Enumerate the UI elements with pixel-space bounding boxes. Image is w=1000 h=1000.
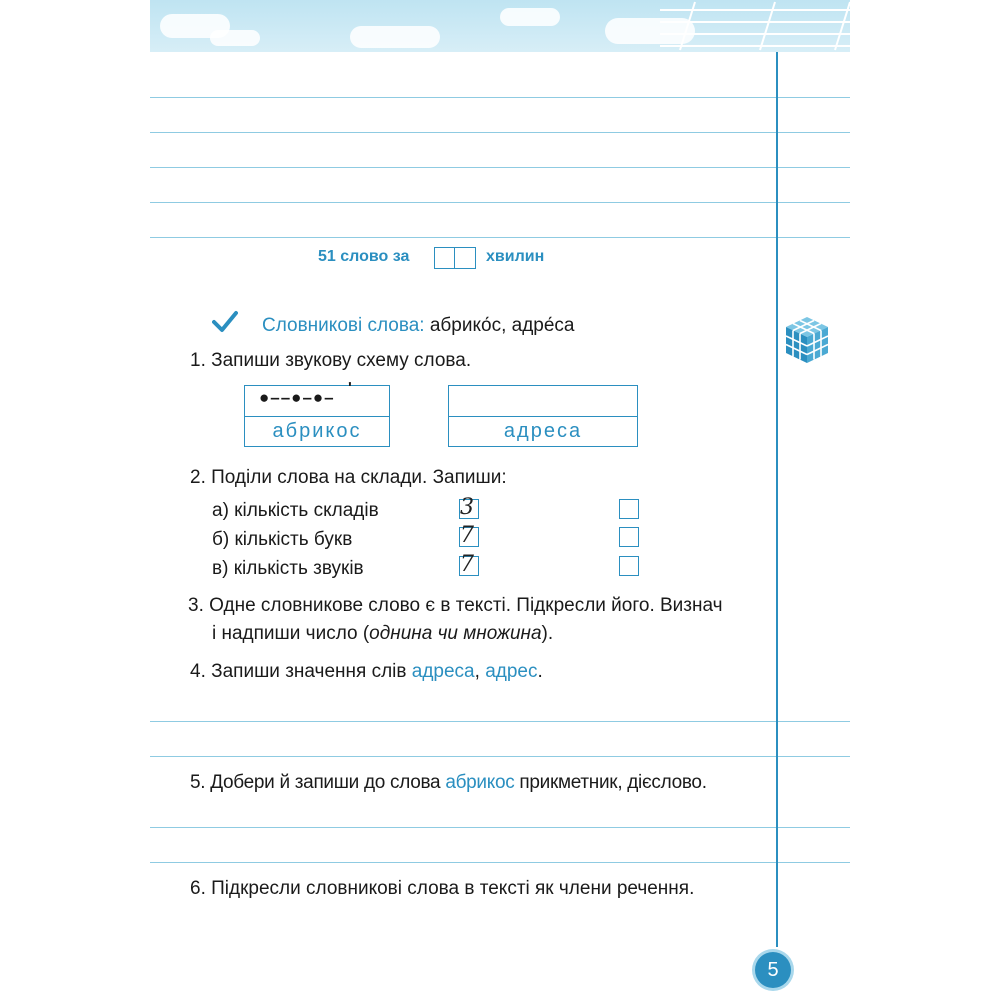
exercise-5-word: абрикос [445, 772, 515, 793]
task-title-suffix: хвилин [486, 248, 545, 265]
schema-word-adresa: адреса [503, 420, 583, 442]
writing-line [150, 132, 850, 133]
stress-mark-icon: ʹ [348, 380, 352, 397]
sound-schema-empty[interactable] [449, 386, 637, 417]
task-title [318, 248, 545, 266]
handwritten-answer: 3 [460, 495, 474, 520]
header-band [150, 0, 850, 52]
cloud-decoration [210, 30, 260, 46]
sound-schema-filled [245, 380, 389, 417]
exercise-4-start: 4. Запиши значення слів [190, 661, 412, 682]
exercise-5-end: прикметник, дієслово. [514, 772, 707, 793]
exercise-6-text: 6. Підкресли словникові слова в тексті як члени речення. [190, 878, 695, 899]
exercise-4-text [190, 661, 543, 683]
writing-line [150, 202, 850, 203]
handwritten-answer: 7 [460, 552, 474, 577]
vocabulary-label: Словникові слова: [262, 315, 425, 336]
vocabulary-words [262, 315, 575, 337]
writing-line [150, 862, 850, 863]
exercise-2-text: 2. Поділи слова на склади. Запиши: [190, 467, 507, 488]
exercise-3-line-2-start: і надпиши число ( [212, 623, 370, 644]
letter-count-label: б) кількість букв [212, 529, 353, 550]
exercise-5-text [190, 772, 707, 794]
sound-count-label: в) кількість звуків [212, 558, 364, 579]
writing-line [150, 237, 850, 238]
exercise-3-line-1: 3. Одне словникове слово є в тексті. Підкресли його. Визнач [188, 595, 723, 616]
exercise-3-italic: однина чи множина [369, 623, 542, 644]
cloud-decoration [500, 8, 560, 26]
writing-line [150, 721, 850, 722]
vocabulary-list: абрико́с, адре́са [429, 315, 575, 336]
answer-box-syllables-adresa[interactable] [619, 499, 639, 519]
sound-schema-box-adresa [448, 385, 638, 447]
exercise-3-line-2 [212, 623, 553, 645]
writing-line [150, 756, 850, 757]
exercise-5-start: 5. Добери й запиши до слова [190, 772, 446, 793]
sound-schema-marks: ●––●–●– [259, 388, 335, 407]
syllable-count-label: а) кількість складів [212, 500, 379, 521]
exercise-4-end: . [537, 661, 543, 682]
answer-box-letters-adresa[interactable] [619, 527, 639, 547]
minutes-box[interactable] [434, 247, 476, 269]
exercise-4-sep: , [474, 661, 486, 682]
margin-line [776, 52, 778, 947]
answer-box-sounds-adresa[interactable] [619, 556, 639, 576]
exercise-1-text: 1. Запиши звукову схему слова. [190, 350, 472, 371]
exercise-3-line-2-end: ). [541, 623, 554, 644]
schema-word-abrikos: абрикос [272, 420, 362, 442]
cube-icon [784, 315, 830, 365]
task-title-prefix: 51 слово за [318, 248, 410, 265]
page-number: 5 [755, 952, 791, 988]
handwritten-answer: 7 [460, 523, 474, 548]
writing-line [150, 167, 850, 168]
checkmark-icon [212, 310, 238, 334]
writing-line [150, 827, 850, 828]
exercise-4-word-1: адреса [411, 661, 475, 682]
exercise-4-word-2: адрес [485, 661, 538, 682]
writing-line [150, 97, 850, 98]
header-writing-lines [650, 0, 850, 52]
sound-schema-box-abrikos [244, 380, 390, 447]
cloud-decoration [350, 26, 440, 48]
